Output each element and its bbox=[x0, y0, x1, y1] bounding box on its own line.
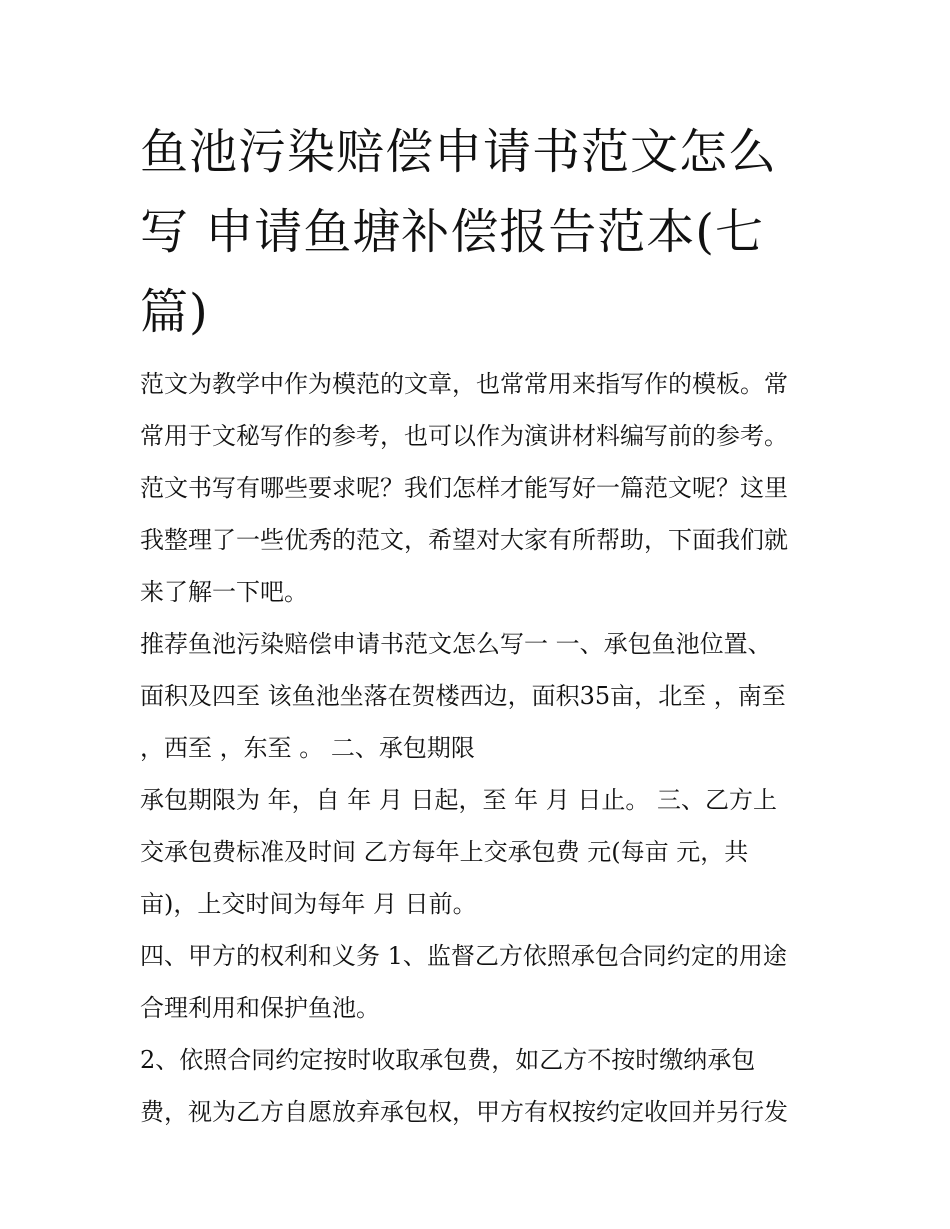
body-line: 交承包费标准及时间 乙方每年上交承包费 元(每亩 元，共 bbox=[140, 838, 749, 866]
title-line: 篇) bbox=[140, 284, 209, 340]
body-line: 推荐鱼池污染赔偿申请书范文怎么写一 一、承包鱼池位置、 bbox=[140, 630, 772, 658]
body-line: ，西至 ，东至 。 二、承包期限 bbox=[140, 734, 475, 762]
body-line: 四、甲方的权利和义务 1、监督乙方依照承包合同约定的用途 bbox=[140, 942, 787, 970]
body-line: 费，视为乙方自愿放弃承包权，甲方有权按约定收回并另行发 bbox=[140, 1098, 788, 1126]
body-line: 范文书写有哪些要求呢？我们怎样才能写好一篇范文呢？这里 bbox=[140, 474, 788, 502]
title-line: 鱼池污染赔偿申请书范文怎么 bbox=[140, 124, 778, 180]
body-line: 我整理了一些优秀的范文，希望对大家有所帮助，下面我们就 bbox=[140, 526, 788, 554]
body-line: 面积及四至 该鱼池坐落在贺楼西边，面积35亩，北至 ，南至 bbox=[140, 682, 786, 710]
body-line: 来了解一下吧。 bbox=[140, 578, 308, 606]
body-line: 合理利用和保护鱼池。 bbox=[140, 994, 380, 1022]
document-title bbox=[140, 112, 820, 352]
title-line: 写 申请鱼塘补偿报告范本(七 bbox=[140, 204, 764, 260]
body-line: 2、依照合同约定按时收取承包费，如乙方不按时缴纳承包 bbox=[140, 1046, 756, 1074]
body-line: 承包期限为 年，自 年 月 日起，至 年 月 日止。 三、乙方上 bbox=[140, 786, 778, 814]
document-body bbox=[140, 358, 820, 1138]
body-line: 范文为教学中作为模范的文章，也常常用来指写作的模板。常 bbox=[140, 370, 788, 398]
body-line: 亩)，上交时间为每年 月 日前。 bbox=[140, 890, 477, 918]
body-line: 常用于文秘写作的参考，也可以作为演讲材料编写前的参考。 bbox=[140, 422, 788, 450]
